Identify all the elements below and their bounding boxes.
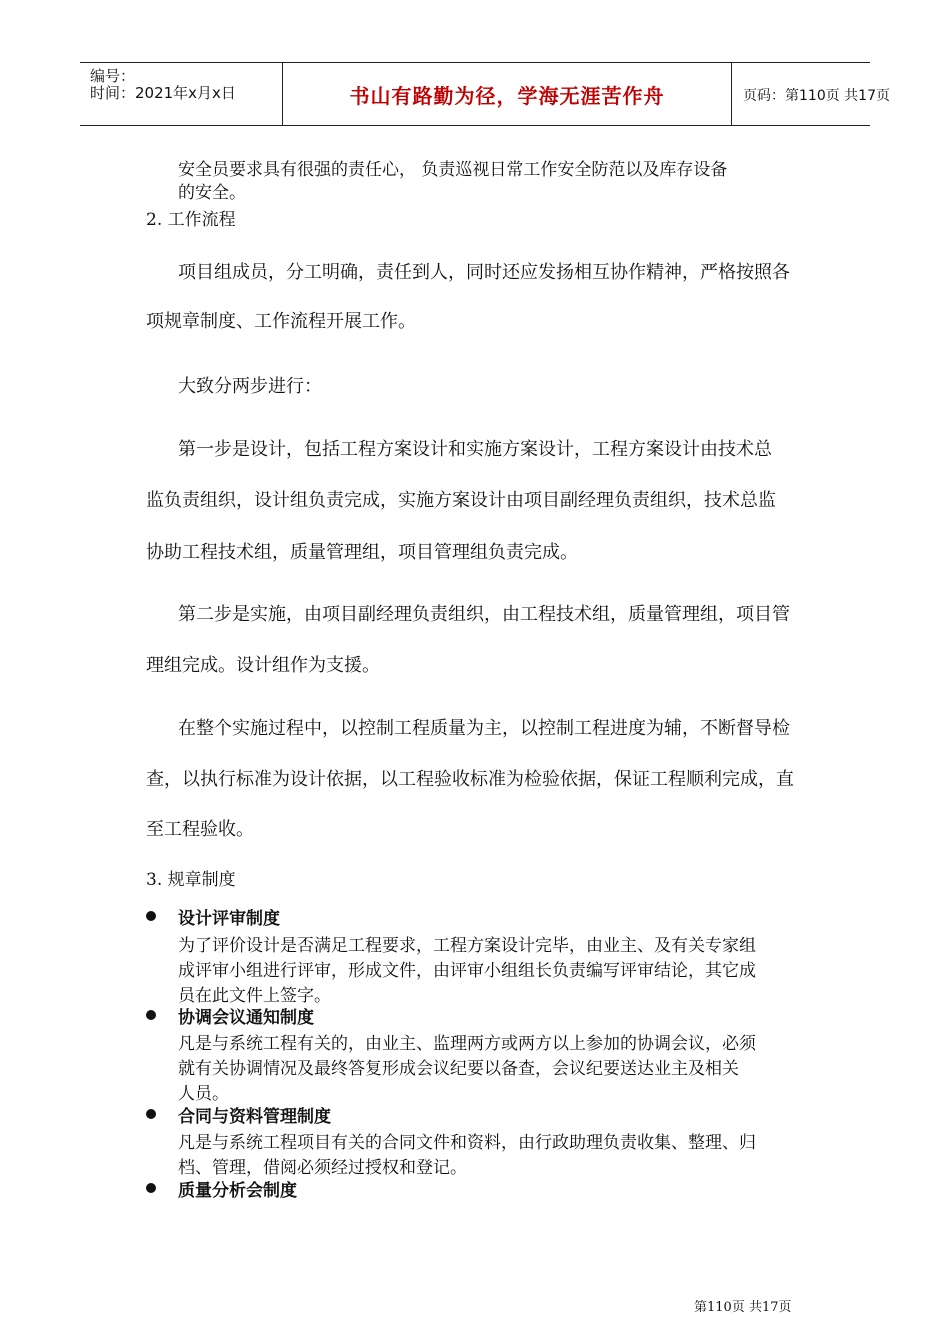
document-number-label: 编号：: [90, 67, 136, 85]
paragraph-line: 第一步是设计，包括工程方案设计和实施方案设计，工程方案设计由技术总: [178, 439, 772, 460]
rule-title: 质量分析会制度: [178, 1181, 297, 1201]
rule-text-line: 凡是与系统工程有关的，由业主、监理两方或两方以上参加的协调会议，必须: [178, 1034, 756, 1054]
rule-text-line: 凡是与系统工程项目有关的合同文件和资料，由行政助理负责收集、整理、归: [178, 1133, 756, 1153]
paragraph-line: 第二步是实施，由项目副经理负责组织，由工程技术组，质量管理组，项目管: [178, 604, 790, 625]
rule-text-line: 就有关协调情况及最终答复形成会议纪要以备查，会议纪要送达业主及相关: [178, 1059, 739, 1079]
rule-text-line: 员在此文件上签字。: [178, 986, 331, 1006]
paragraph-line: 理组完成。设计组作为支援。: [146, 655, 380, 676]
paragraph-line: 项目组成员，分工明确，责任到人，同时还应发扬相互协作精神，严格按照各: [178, 262, 790, 283]
paragraph-line: 协助工程技术组，质量管理组，项目管理组负责完成。: [146, 542, 578, 563]
document-header: [80, 62, 890, 126]
header-page-info: 页码：第110页 共17页: [743, 88, 890, 104]
bullet-icon: [146, 1109, 156, 1119]
paragraph-line: 在整个实施过程中，以控制工程质量为主，以控制工程进度为辅，不断督导检: [178, 718, 790, 739]
page-footer: 第110页 共17页: [694, 1300, 792, 1315]
rule-title: 合同与资料管理制度: [178, 1107, 331, 1127]
bullet-icon: [146, 1183, 156, 1193]
rule-text-line: 成评审小组进行评审，形成文件，由评审小组组长负责编写评审结论，其它成: [178, 961, 756, 981]
section-title-rules: 3. 规章制度: [146, 870, 236, 890]
intro-line: 的安全。: [178, 183, 246, 203]
rule-title: 协调会议通知制度: [178, 1008, 314, 1028]
rule-text-line: 为了评价设计是否满足工程要求，工程方案设计完毕，由业主、及有关专家组: [178, 936, 756, 956]
rule-text-line: 档、管理，借阅必须经过授权和登记。: [178, 1158, 467, 1178]
paragraph-line: 监负责组织，设计组负责完成，实施方案设计由项目副经理负责组织，技术总监: [146, 490, 776, 511]
rule-text-line: 人员。: [178, 1084, 229, 1104]
bullet-icon: [146, 911, 156, 921]
header-motto-cell: [282, 63, 732, 125]
paragraph-line: 至工程验收。: [146, 819, 254, 840]
header-motto: 书山有路勤为径，学海无涯苦作舟: [349, 84, 665, 108]
intro-line: 安全员要求具有很强的责任心， 负责巡视日常工作安全防范以及库存设备: [178, 160, 728, 180]
section-title-workflow: 2. 工作流程: [146, 210, 236, 230]
header-page-cell: [731, 63, 890, 125]
paragraph-line: 大致分两步进行：: [178, 376, 322, 397]
paragraph-line: 查，以执行标准为设计依据，以工程验收标准为检验依据，保证工程顺利完成，直: [146, 769, 794, 790]
paragraph-line: 项规章制度、工作流程开展工作。: [146, 311, 416, 332]
bullet-icon: [146, 1010, 156, 1020]
rule-title: 设计评审制度: [178, 909, 280, 929]
header-meta-cell: [80, 63, 282, 125]
document-date: 时间：2021年x月x日: [90, 84, 236, 102]
